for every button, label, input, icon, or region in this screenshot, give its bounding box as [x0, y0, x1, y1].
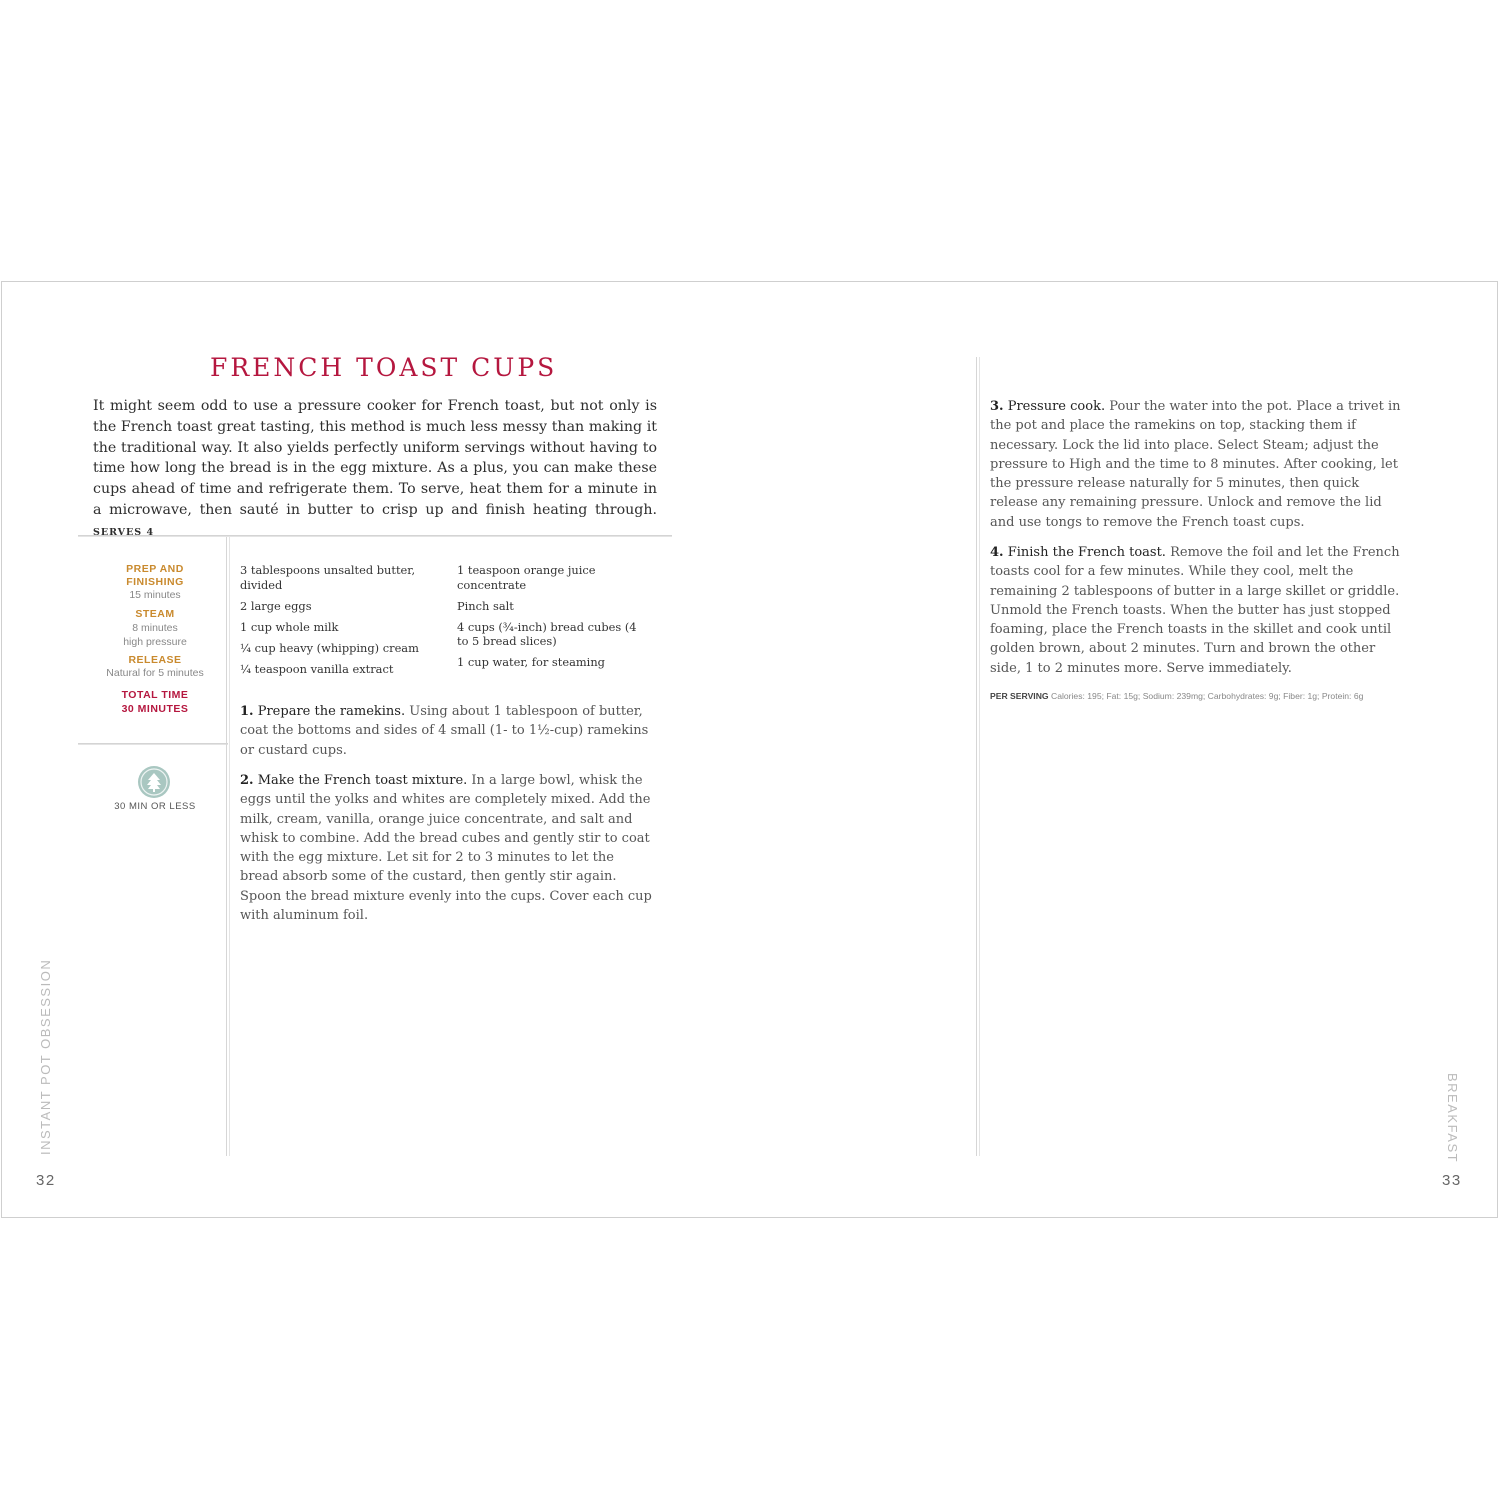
nutrition-info: [990, 691, 1363, 701]
divider-timing-bottom: [78, 743, 228, 745]
steam-value: [80, 621, 230, 649]
ingredient-item: Pinch salt: [457, 598, 514, 613]
step-text: Pour the water into the pot. Place a trivet in the pot and place the ramekins on top, stacking them if necessary. Lock the lid into place. Select Steam; adjust the pressure to High and the time to 8 minutes. After cooking, let the pressure release naturally for 5 minutes, then quick release any remaining pressure. Unlock and remove the lid and use tongs to remove the French toast cups.: [990, 399, 1401, 530]
total-time-value: 30 MINUTES: [121, 703, 189, 715]
step-heading: Prepare the ramekins.: [257, 704, 406, 719]
ingredients-column-2: [457, 563, 642, 676]
step-heading: Make the French toast mixture.: [257, 773, 468, 788]
steam-label: STEAM: [135, 608, 175, 620]
step-number: 2.: [240, 773, 254, 788]
ingredients-column-1: [240, 563, 440, 683]
step-number: 3.: [990, 399, 1004, 414]
divider-vertical-right: [976, 357, 980, 1156]
recipe-title: FRENCH TOAST CUPS: [210, 353, 558, 382]
ingredient-item: 1 teaspoon orange juice concentrate: [457, 563, 596, 592]
step-text: In a large bowl, whisk the eggs until the yolks and whites are completely mixed. Add the milk, cream, vanilla, orange juice concentrate, and salt and whisk to combine. Add the bread cubes and gently stir to coat with the egg mixture. Let sit for 2 to 3 minutes to let the bread absorb some of the custard, then gently stir again. Spoon the bread mixture evenly into the cups. Cover each cup with aluminum foil.: [240, 773, 652, 924]
step-number: 1.: [240, 704, 254, 719]
step-text: Remove the foil and let the French toasts cool for a few minutes. While they cool, melt the remaining 2 tablespoons of butter in a large skillet or griddle. Unmold the French toasts. When the butter has just stopped foaming, place the French toasts in the skillet and cook until golden brown, about 2 minutes. Turn and brown the other side, 1 to 2 minutes more. Serve immediately.: [990, 545, 1400, 676]
step-heading: Pressure cook.: [1007, 399, 1106, 414]
release-label: RELEASE: [128, 653, 182, 666]
prep-value: 15 minutes: [129, 589, 181, 601]
ingredient-item: ¼ teaspoon vanilla extract: [240, 661, 394, 676]
ingredient-item: 4 cups (¾-inch) bread cubes (4 to 5 bread slices): [457, 619, 637, 648]
ingredient-item: 1 cup water, for steaming: [457, 655, 605, 669]
book-title-running-head: INSTANT POT OBSESSION: [38, 958, 53, 1155]
total-time-label: TOTAL TIME: [121, 689, 189, 701]
step-number: 4.: [990, 545, 1004, 560]
ingredient-item: 1 cup whole milk: [240, 619, 339, 634]
step-3: [990, 397, 1408, 532]
recipe-intro: [93, 396, 657, 544]
page-number-right: 33: [1442, 1172, 1462, 1189]
ingredient-item: 3 tablespoons unsalted butter, divided: [240, 563, 416, 592]
page-number-left: 32: [36, 1172, 56, 1189]
step-heading: Finish the French toast.: [1007, 545, 1166, 560]
ingredient-item: 2 large eggs: [240, 598, 312, 613]
divider-top: [78, 535, 672, 537]
steam-pressure: high pressure: [123, 635, 187, 648]
nutrition-label: PER SERVING: [990, 691, 1049, 701]
serves-label: SERVES 4: [93, 526, 155, 538]
intro-text: It might seem odd to use a pressure cooker for French toast, but not only is the French toast great tasting, this method is much less messy than making it the traditional way. It also yields perfectly uniform servings without having to time how long the bread is in the egg mixture. As a plus, you can make these cups ahead of time and refrigerate them. To serve, heat them for a minute in a microwave, then sauté in butter to crisp up and finish heating through.: [93, 398, 657, 518]
chapter-running-head: BREAKFAST: [1445, 1073, 1460, 1164]
prep-label-2: FINISHING: [126, 575, 184, 588]
step-2: [240, 771, 652, 925]
step-1: [240, 702, 652, 760]
ingredient-item: ¼ cup heavy (whipping) cream: [240, 640, 419, 655]
tree-icon: [138, 766, 170, 798]
nutrition-values: Calories: 195; Fat: 15g; Sodium: 239mg; Carbohydrates: 9g; Fiber: 1g; Protein: 6g: [1050, 691, 1364, 701]
badge-label: 30 MIN OR LESS: [114, 801, 196, 812]
steam-time: 8 minutes: [132, 621, 178, 634]
step-4: [990, 543, 1408, 678]
timing-panel: [80, 563, 230, 716]
step-text: Using about 1 tablespoon of butter, coat the bottoms and sides of 4 small (1- to 1½-cup) ramekins or custard cups.: [240, 704, 649, 758]
release-value: Natural for 5 minutes: [106, 667, 204, 679]
prep-label: PREP AND: [126, 563, 184, 575]
